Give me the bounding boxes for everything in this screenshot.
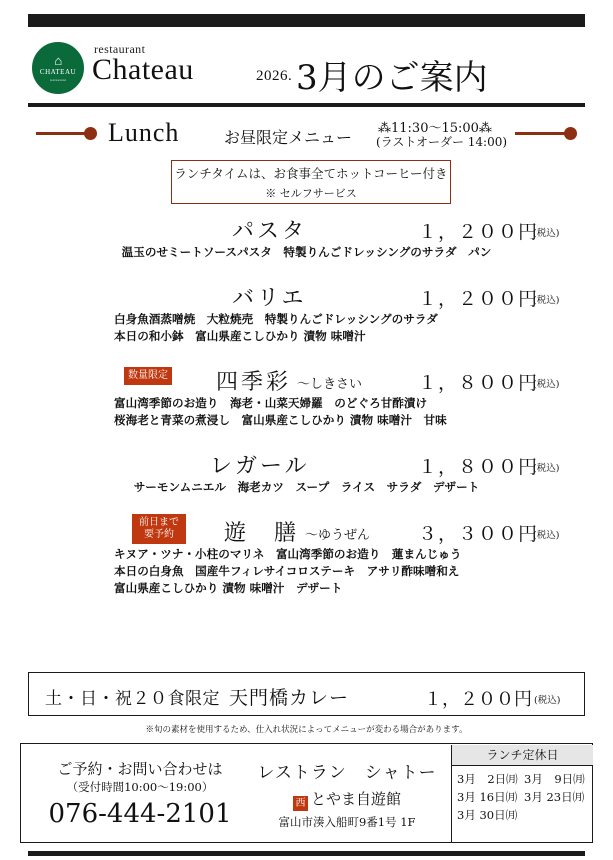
holiday-date: 3月 23日㈪ (524, 790, 585, 804)
menu-item-price: １，８００円 (418, 456, 539, 478)
menu-item-reading: 〜ゆうぜん (305, 528, 371, 543)
menu-item-description: サーモンムニエル 海老カツ スープ ライス サラダ デザート (133, 480, 480, 494)
curry-limit-label: 土・日・祝２０食限定 (45, 689, 220, 709)
menu-item (28, 214, 585, 275)
holiday-date (524, 806, 591, 824)
menu-footnote: ※旬の素材を使用するため、仕入れ状況によってメニューが変わる場合があります。 (145, 725, 468, 735)
holiday-row (457, 788, 591, 806)
menu-item-description: 本日の白身魚 国産牛フィレサイコロステーキ アサリ酢味噌和え (114, 564, 460, 578)
lunch-rule-left (36, 132, 86, 135)
notice-line-1: ランチタイムは、お食事全てホットコーヒー付き (174, 165, 448, 181)
year-label: 2026. (256, 68, 293, 84)
restaurant-name: レストラン シャトー (257, 763, 437, 783)
menu-item-header (28, 365, 585, 395)
venue-label: とやま自遊館 (310, 790, 401, 808)
contact-hours: （受付時間10:00〜19:00） (66, 780, 214, 794)
menu-item-price: １，２００円 (418, 288, 539, 310)
holiday-row (457, 770, 591, 788)
menu-item (28, 516, 585, 611)
menu-item-tax-note: (税込) (533, 463, 560, 474)
menu-item-tax-note: (税込) (533, 228, 560, 239)
lunch-subtitle: お昼限定メニュー (224, 128, 353, 147)
header-divider (28, 103, 585, 107)
holiday-date: 3月 2日㈪ (457, 772, 518, 786)
top-decoration-bar (28, 14, 585, 27)
logo-name-text: CHATEAU (39, 67, 77, 76)
bottom-decoration-bar (28, 851, 585, 856)
menu-item-header (28, 214, 585, 244)
lunch-heading (28, 113, 585, 153)
address: 富山市湊入船町9番1号 1F (278, 815, 416, 829)
phone-number[interactable]: 076-444-2101 (48, 799, 232, 829)
menu-list (28, 214, 585, 617)
menu-item-tax-note: (税込) (533, 295, 560, 306)
menu-item-description: 富山県産こしひかり 漬物 味噌汁 デザート (114, 581, 343, 595)
footer-info-box (20, 743, 593, 843)
contact-title: ご予約・お問い合わせは (57, 760, 223, 778)
menu-item-spacer (28, 345, 585, 359)
menu-item-header (28, 281, 585, 311)
logo-mark-icon: ⌂ (54, 52, 62, 68)
curry-tax-note: (税込) (534, 695, 561, 706)
lunch-hours: ⁂11:30〜15:00⁂ (378, 121, 492, 136)
brand-name: Chateau (92, 53, 194, 86)
menu-item-price: ３，３００円 (418, 523, 539, 545)
menu-item-badge: 前日まで 要予約 (132, 514, 186, 544)
holiday-date: 3月 30日㈪ (457, 808, 518, 822)
holiday-row (457, 806, 591, 824)
menu-item-reading: 〜しきさい (297, 377, 363, 392)
brand-prefix: restaurant (94, 42, 146, 56)
menu-item-description: 桜海老と青菜の煮浸し 富山県産こしひかり 漬物 味噌汁 甘味 (114, 413, 447, 427)
page-header (28, 36, 585, 98)
lunch-rule-right (515, 132, 567, 135)
venue-mark-icon: 西 (293, 796, 308, 811)
holiday-title: ランチ定休日 (452, 745, 593, 766)
lunch-word: Lunch (108, 118, 180, 147)
menu-item-spacer (28, 261, 585, 275)
notice-line-2: ※ セルフサービス (265, 186, 357, 200)
menu-item-tax-note: (税込) (533, 530, 560, 541)
restaurant-logo (32, 42, 84, 94)
menu-item-tax-note: (税込) (533, 379, 560, 390)
menu-item-price: １，８００円 (418, 372, 539, 394)
menu-item-name: バリエ (232, 286, 307, 311)
venue-name (249, 788, 445, 811)
menu-item-spacer (28, 597, 585, 611)
menu-item (28, 365, 585, 443)
curry-special-box (28, 672, 585, 716)
menu-item-spacer (28, 429, 585, 443)
page-title: 3月のご案内 (296, 58, 488, 98)
menu-item (28, 449, 585, 510)
lunch-dot-left-icon (84, 127, 97, 140)
menu-item-description: 白身魚酒蒸噌焼 大粒焼売 特製りんごドレッシングのサラダ (114, 312, 438, 326)
holiday-grid (457, 770, 591, 824)
menu-item-name: レガール (210, 454, 310, 479)
menu-item-price: １，２００円 (418, 221, 539, 243)
coffee-notice-box (171, 160, 451, 204)
holiday-date: 3月 9日㈪ (524, 772, 585, 786)
menu-item-description: 富山湾季節のお造り 海老・山菜天婦羅 のどぐろ甘酢漬け (114, 396, 428, 410)
menu-item-badge: 数量限定 (124, 367, 172, 385)
logo-sub-text: restaurant (49, 77, 67, 82)
menu-item-description: キヌア・ツナ・小柱のマリネ 富山湾季節のお造り 蓮まんじゅう (114, 547, 462, 561)
menu-item-description: 本日の和小鉢 富山県産こしひかり 漬物 味噌汁 (114, 329, 366, 343)
holiday-date: 3月 16日㈪ (457, 790, 518, 804)
menu-item-header (28, 449, 585, 479)
lunch-last-order: (ラストオーダー 14:00) (376, 135, 508, 149)
menu-item-name: 遊 膳 (224, 521, 300, 546)
menu-item-description: 温玉のせミートソースパスタ 特製りんごドレッシングのサラダ パン (121, 245, 492, 259)
menu-item-name: パスタ (232, 219, 308, 244)
menu-item-header (28, 516, 585, 546)
menu-item-spacer (28, 496, 585, 510)
menu-item (28, 281, 585, 359)
curry-name: 天門橋カレー (229, 687, 350, 709)
lunch-dot-right-icon (564, 127, 577, 140)
menu-item-name: 四季彩 (216, 370, 292, 395)
curry-price: １，２００円 (424, 689, 532, 710)
